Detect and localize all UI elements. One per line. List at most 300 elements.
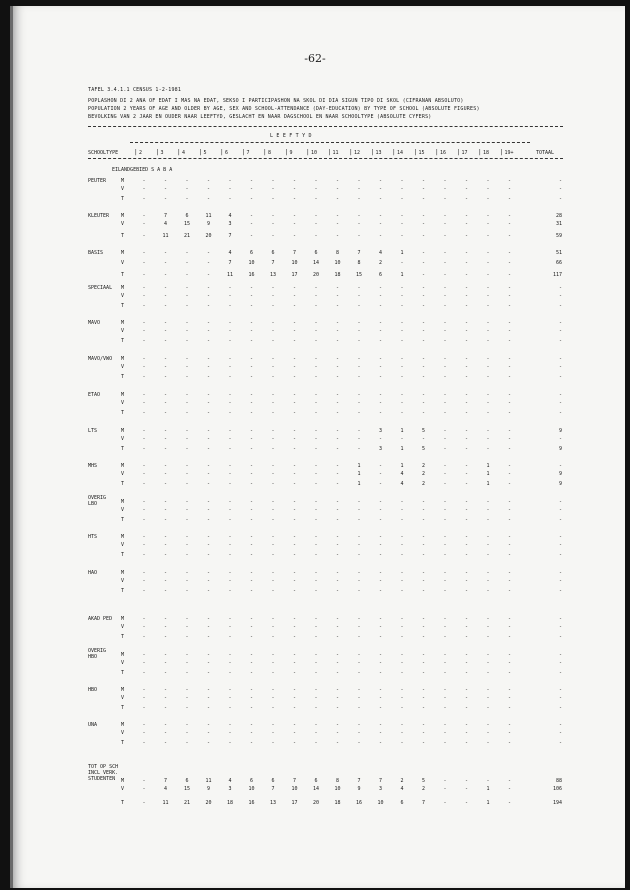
column-separator: |	[327, 149, 332, 156]
table-cell: -	[314, 552, 318, 558]
table-cell: -	[271, 695, 275, 701]
total-cell: 51	[555, 250, 562, 256]
table-cell: -	[378, 221, 382, 227]
table-cell: -	[378, 652, 382, 658]
table-cell: -	[378, 356, 382, 362]
table-cell: -	[421, 634, 425, 640]
table-cell: -	[335, 705, 339, 711]
table-cell: -	[335, 517, 339, 523]
table-cell: -	[335, 687, 339, 693]
table-cell: -	[357, 293, 361, 299]
table-cell: -	[185, 260, 189, 266]
table-cell: -	[421, 338, 425, 344]
table-cell: -	[228, 196, 232, 202]
table-cell: -	[163, 722, 167, 728]
table-cell: -	[163, 471, 167, 477]
total-cell: -	[558, 320, 562, 326]
table-cell: 4	[163, 786, 167, 792]
table-cell: -	[421, 695, 425, 701]
table-cell: -	[486, 616, 490, 622]
table-cell: -	[335, 463, 339, 469]
table-cell: -	[163, 446, 167, 452]
row-type-v: V	[121, 186, 125, 192]
table-cell: -	[443, 800, 447, 806]
table-cell: -	[378, 507, 382, 513]
schooltype-header: SCHOOLTYPE	[88, 150, 119, 156]
table-cell: -	[228, 178, 232, 184]
table-cell: -	[292, 499, 296, 505]
table-cell: -	[206, 428, 210, 434]
table-cell: -	[206, 517, 210, 523]
table-cell: -	[228, 652, 232, 658]
table-cell: -	[400, 740, 404, 746]
table-cell: -	[486, 578, 490, 584]
table-cell: -	[163, 730, 167, 736]
row-type-t: T	[121, 410, 125, 416]
table-cell: -	[486, 570, 490, 576]
table-cell: -	[486, 722, 490, 728]
table-cell: -	[357, 588, 361, 594]
table-cell: -	[314, 634, 318, 640]
table-cell: -	[206, 356, 210, 362]
table-cell: -	[314, 705, 318, 711]
table-cell: 6	[249, 778, 253, 784]
table-cell: -	[421, 436, 425, 442]
table-cell: -	[507, 507, 511, 513]
total-cell: -	[558, 570, 562, 576]
table-cell: -	[378, 730, 382, 736]
table-cell: -	[185, 542, 189, 548]
row-type-t: T	[121, 233, 125, 239]
table-cell: 4	[163, 221, 167, 227]
table-cell: -	[507, 570, 511, 576]
table-cell: -	[507, 303, 511, 309]
table-cell: 18	[226, 800, 234, 806]
table-cell: -	[507, 446, 511, 452]
table-cell: 2	[421, 786, 425, 792]
table-cell: 7	[228, 233, 232, 239]
table-cell: -	[443, 670, 447, 676]
table-cell: -	[443, 374, 447, 380]
table-cell: -	[335, 338, 339, 344]
table-cell: -	[185, 740, 189, 746]
total-cell: -	[558, 328, 562, 334]
table-cell: 6	[249, 250, 253, 256]
table-cell: -	[228, 499, 232, 505]
table-cell: -	[292, 364, 296, 370]
table-cell: -	[271, 624, 275, 630]
table-cell: 7	[163, 213, 167, 219]
table-cell: -	[142, 634, 146, 640]
table-cell: -	[486, 303, 490, 309]
table-cell: -	[400, 570, 404, 576]
table-cell: -	[378, 338, 382, 344]
table-cell: -	[357, 356, 361, 362]
table-cell: -	[335, 481, 339, 487]
table-cell: 6	[314, 250, 318, 256]
table-cell: -	[335, 428, 339, 434]
table-cell: -	[142, 293, 146, 299]
table-cell: 4	[228, 213, 232, 219]
row-type-t: T	[121, 196, 125, 202]
table-cell: 16	[355, 800, 363, 806]
table-cell: -	[400, 285, 404, 291]
table-cell: 6	[314, 778, 318, 784]
table-cell: -	[228, 730, 232, 736]
table-cell: -	[206, 730, 210, 736]
table-cell: -	[271, 634, 275, 640]
table-cell: -	[443, 364, 447, 370]
total-cell: -	[558, 730, 562, 736]
table-cell: -	[443, 392, 447, 398]
table-cell: -	[464, 285, 468, 291]
row-type-v: V	[121, 624, 125, 630]
table-cell: -	[185, 552, 189, 558]
table-cell: 4	[400, 471, 404, 477]
age-column-4: 4	[182, 150, 186, 156]
table-cell: -	[443, 463, 447, 469]
table-cell: -	[314, 730, 318, 736]
table-cell: -	[142, 374, 146, 380]
table-cell: -	[292, 374, 296, 380]
table-cell: -	[421, 196, 425, 202]
table-cell: -	[486, 695, 490, 701]
table-cell: 9	[206, 221, 210, 227]
table-cell: -	[185, 356, 189, 362]
table-cell: -	[185, 285, 189, 291]
table-cell: -	[357, 507, 361, 513]
table-cell: -	[185, 534, 189, 540]
table-cell: -	[464, 178, 468, 184]
table-cell: -	[335, 578, 339, 584]
table-cell: -	[421, 410, 425, 416]
table-cell: 1	[357, 471, 361, 477]
table-cell: -	[185, 570, 189, 576]
total-cell: -	[558, 463, 562, 469]
table-cell: -	[206, 250, 210, 256]
table-cell: -	[507, 634, 511, 640]
table-cell: -	[378, 517, 382, 523]
table-cell: -	[314, 428, 318, 434]
table-cell: -	[228, 588, 232, 594]
table-cell: -	[378, 303, 382, 309]
table-cell: -	[292, 481, 296, 487]
table-cell: -	[142, 260, 146, 266]
table-cell: -	[185, 705, 189, 711]
table-cell: -	[421, 328, 425, 334]
table-cell: -	[206, 552, 210, 558]
table-cell: -	[206, 705, 210, 711]
table-cell: 10	[248, 786, 255, 792]
row-type-m: M	[121, 392, 125, 398]
table-cell: -	[400, 186, 404, 192]
table-cell: -	[335, 588, 339, 594]
table-cell: -	[228, 364, 232, 370]
table-cell: -	[486, 392, 490, 398]
table-cell: -	[464, 338, 468, 344]
table-cell: -	[486, 552, 490, 558]
table-cell: 10	[248, 260, 255, 266]
table-cell: -	[163, 616, 167, 622]
row-type-t: T	[121, 705, 125, 711]
table-cell: -	[507, 652, 511, 658]
table-cell: 1	[486, 481, 490, 487]
table-cell: -	[314, 507, 318, 513]
table-cell: 1	[400, 272, 404, 278]
table-cell: -	[421, 652, 425, 658]
table-cell: -	[443, 272, 447, 278]
table-cell: 7	[228, 260, 232, 266]
table-cell: -	[228, 338, 232, 344]
row-type-m: M	[121, 320, 125, 326]
age-column-14: 14	[397, 150, 404, 156]
table-cell: 1	[486, 471, 490, 477]
table-cell: -	[464, 534, 468, 540]
table-cell: -	[400, 356, 404, 362]
table-cell: -	[421, 660, 425, 666]
table-cell: -	[163, 705, 167, 711]
table-cell: -	[357, 233, 361, 239]
table-cell: -	[507, 578, 511, 584]
table-cell: -	[292, 463, 296, 469]
table-cell: -	[206, 570, 210, 576]
total-cell: 9	[558, 471, 562, 477]
island-label: EILANDGEBIED S A B A	[112, 167, 173, 173]
table-cell: -	[357, 740, 361, 746]
school-type-label: HAO	[88, 570, 98, 576]
table-cell: -	[142, 463, 146, 469]
column-separator: |	[413, 149, 418, 156]
table-cell: -	[142, 730, 146, 736]
table-cell: -	[206, 285, 210, 291]
table-cell: -	[378, 364, 382, 370]
table-cell: 1	[486, 800, 490, 806]
table-cell: -	[400, 660, 404, 666]
table-cell: -	[249, 722, 253, 728]
table-cell: -	[249, 660, 253, 666]
table-cell: -	[335, 471, 339, 477]
table-cell: -	[486, 624, 490, 630]
table-cell: -	[249, 616, 253, 622]
row-type-t: T	[121, 552, 125, 558]
table-cell: -	[206, 320, 210, 326]
table-cell: -	[228, 570, 232, 576]
column-separator: |	[370, 149, 375, 156]
total-cell: -	[558, 356, 562, 362]
table-cell: -	[464, 213, 468, 219]
table-cell: -	[228, 374, 232, 380]
table-cell: 13	[269, 800, 277, 806]
row-type-t: T	[121, 374, 125, 380]
total-cell: -	[558, 542, 562, 548]
table-cell: -	[185, 695, 189, 701]
table-cell: -	[228, 436, 232, 442]
table-cell: -	[486, 507, 490, 513]
table-cell: 14	[312, 786, 320, 792]
table-cell: -	[421, 624, 425, 630]
total-cell: 117	[552, 272, 562, 278]
column-separator: |	[284, 149, 289, 156]
table-cell: -	[464, 660, 468, 666]
table-cell: -	[249, 436, 253, 442]
table-cell: -	[421, 213, 425, 219]
row-type-v: V	[121, 786, 125, 792]
table-cell: 7	[292, 778, 296, 784]
table-cell: -	[292, 534, 296, 540]
table-cell: -	[314, 303, 318, 309]
table-cell: -	[335, 233, 339, 239]
table-cell: -	[249, 695, 253, 701]
table-cell: -	[228, 740, 232, 746]
table-cell: -	[228, 293, 232, 299]
table-cell: -	[400, 616, 404, 622]
table-cell: -	[142, 221, 146, 227]
table-cell: -	[292, 356, 296, 362]
row-type-v: V	[121, 436, 125, 442]
age-column-19+: 19+	[504, 150, 514, 156]
table-cell: -	[507, 320, 511, 326]
table-cell: -	[378, 463, 382, 469]
table-cell: -	[206, 186, 210, 192]
table-cell: 15	[183, 221, 191, 227]
table-cell: -	[228, 186, 232, 192]
table-cell: -	[507, 552, 511, 558]
table-cell: 3	[228, 786, 232, 792]
table-cell: -	[228, 356, 232, 362]
table-cell: -	[314, 740, 318, 746]
table-cell: -	[357, 328, 361, 334]
table-cell: -	[357, 616, 361, 622]
age-column-2: 2	[139, 150, 143, 156]
table-cell: 8	[335, 250, 339, 256]
table-cell: 20	[205, 800, 212, 806]
table-cell: -	[292, 624, 296, 630]
table-cell: -	[185, 436, 189, 442]
table-cell: -	[507, 588, 511, 594]
table-cell: -	[271, 578, 275, 584]
table-cell: -	[486, 364, 490, 370]
table-cell: -	[507, 260, 511, 266]
table-cell: -	[357, 374, 361, 380]
table-cell: -	[163, 328, 167, 334]
table-cell: -	[486, 213, 490, 219]
table-cell: -	[378, 374, 382, 380]
school-type-label: OVERIG	[88, 648, 107, 654]
table-cell: -	[314, 499, 318, 505]
table-cell: -	[335, 652, 339, 658]
table-cell: -	[507, 616, 511, 622]
table-cell: -	[443, 695, 447, 701]
table-cell: -	[421, 507, 425, 513]
table-cell: -	[486, 660, 490, 666]
table-cell: 11	[226, 272, 234, 278]
table-cell: -	[142, 616, 146, 622]
table-cell: -	[486, 687, 490, 693]
table-cell: -	[185, 517, 189, 523]
total-header: TOTAAL	[536, 150, 555, 156]
table-cell: -	[335, 552, 339, 558]
table-cell: -	[443, 616, 447, 622]
table-cell: 8	[335, 778, 339, 784]
age-column-9: 9	[289, 150, 293, 156]
table-cell: -	[314, 338, 318, 344]
table-cell: -	[357, 730, 361, 736]
table-cell: -	[292, 213, 296, 219]
table-cell: -	[400, 196, 404, 202]
table-cell: -	[421, 552, 425, 558]
table-cell: -	[378, 471, 382, 477]
table-cell: -	[421, 272, 425, 278]
table-cell: -	[163, 374, 167, 380]
table-cell: -	[378, 695, 382, 701]
table-cell: -	[163, 260, 167, 266]
table-cell: -	[335, 507, 339, 513]
table-cell: -	[443, 570, 447, 576]
table-cell: -	[443, 730, 447, 736]
table-cell: -	[228, 471, 232, 477]
table-cell: -	[314, 588, 318, 594]
table-cell: -	[464, 186, 468, 192]
table-cell: -	[486, 542, 490, 548]
total-cell: -	[558, 186, 562, 192]
table-cell: -	[249, 570, 253, 576]
table-cell: -	[292, 178, 296, 184]
table-cell: -	[443, 338, 447, 344]
table-cell: 7	[271, 260, 275, 266]
row-type-v: V	[121, 578, 125, 584]
table-cell: -	[357, 364, 361, 370]
table-cell: 16	[248, 800, 255, 806]
table-cell: -	[421, 588, 425, 594]
table-cell: -	[314, 221, 318, 227]
table-cell: -	[163, 338, 167, 344]
table-cell: -	[206, 436, 210, 442]
table-cell: -	[486, 634, 490, 640]
table-cell: -	[163, 634, 167, 640]
total-cell: 9	[558, 446, 562, 452]
table-cell: -	[163, 392, 167, 398]
table-cell: -	[443, 507, 447, 513]
table-cell: -	[206, 446, 210, 452]
table-cell: -	[228, 481, 232, 487]
table-cell: -	[314, 517, 318, 523]
table-cell: -	[443, 400, 447, 406]
table-cell: -	[486, 374, 490, 380]
total-cell: 66	[555, 260, 562, 266]
table-cell: -	[464, 652, 468, 658]
table-cell: -	[206, 616, 210, 622]
table-cell: -	[400, 578, 404, 584]
total-cell: -	[558, 436, 562, 442]
table-cell: -	[421, 730, 425, 736]
table-cell: -	[335, 303, 339, 309]
table-cell: -	[249, 233, 253, 239]
table-cell: -	[421, 260, 425, 266]
table-cell: -	[357, 221, 361, 227]
table-cell: -	[249, 303, 253, 309]
school-type-label: OVERIG	[88, 495, 107, 501]
table-cell: -	[228, 320, 232, 326]
table-cell: -	[486, 356, 490, 362]
table-cell: -	[271, 338, 275, 344]
table-cell: 4	[228, 250, 232, 256]
column-separator: |	[392, 149, 396, 156]
table-cell: -	[142, 436, 146, 442]
total-cell: -	[558, 588, 562, 594]
table-cell: -	[378, 328, 382, 334]
table-cell: -	[249, 740, 253, 746]
table-cell: -	[163, 356, 167, 362]
